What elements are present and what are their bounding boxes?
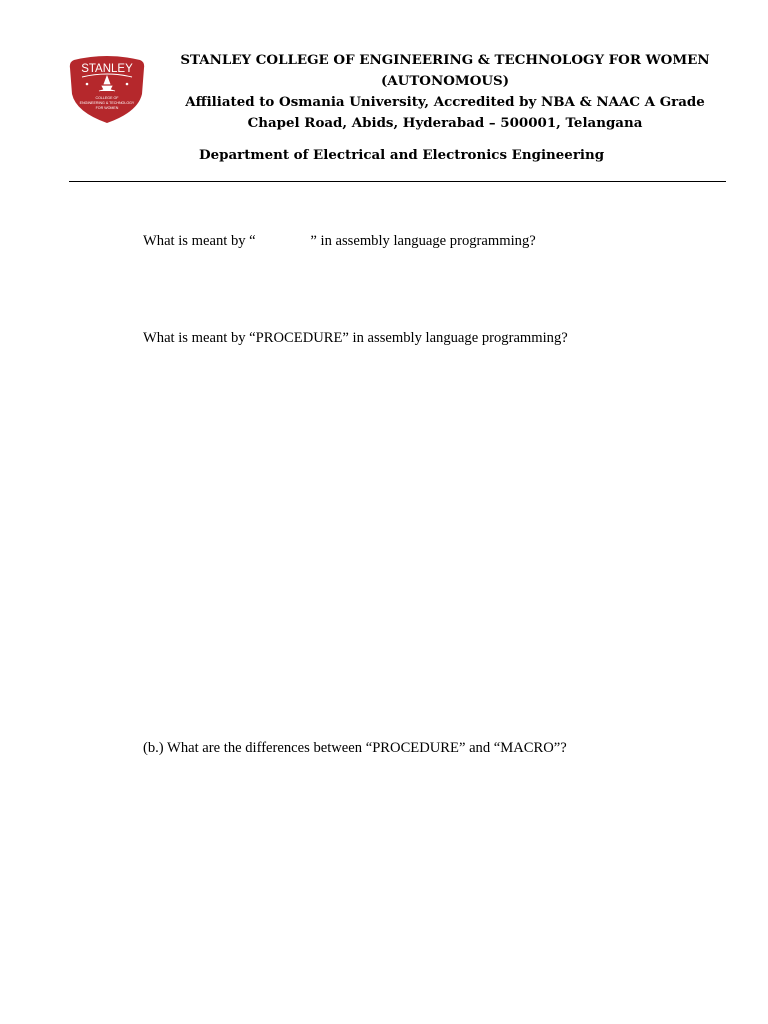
question-1: What is meant by “ ” in assembly language programming? (143, 233, 536, 249)
logo-tagline-2: ENGINEERING & TECHNOLOGY (79, 101, 135, 105)
question-2: What is meant by “PROCEDURE” in assembly language programming? (143, 330, 568, 346)
college-name: STANLEY COLLEGE OF ENGINEERING & TECHNOLOGY FOR WOMEN (180, 52, 710, 68)
college-logo (68, 54, 146, 124)
header-divider (69, 181, 726, 182)
star-left (86, 83, 89, 86)
address-line: Chapel Road, Abids, Hyderabad – 500001, Telangana (247, 115, 643, 131)
question-3: (b.) What are the differences between “PROCEDURE” and “MACRO”? (143, 740, 567, 756)
affiliation-line: Affiliated to Osmania University, Accredited by NBA & NAAC A Grade (185, 94, 705, 110)
star-right (126, 83, 129, 86)
logo-tagline-3: FOR WOMEN (95, 106, 119, 110)
logo-tagline-1: COLLEGE OF (95, 96, 119, 100)
department-title: Department of Electrical and Electronics Engineering (199, 147, 605, 163)
logo-wordmark: STANLEY (81, 63, 133, 75)
autonomous-status: (AUTONOMOUS) (380, 73, 510, 89)
